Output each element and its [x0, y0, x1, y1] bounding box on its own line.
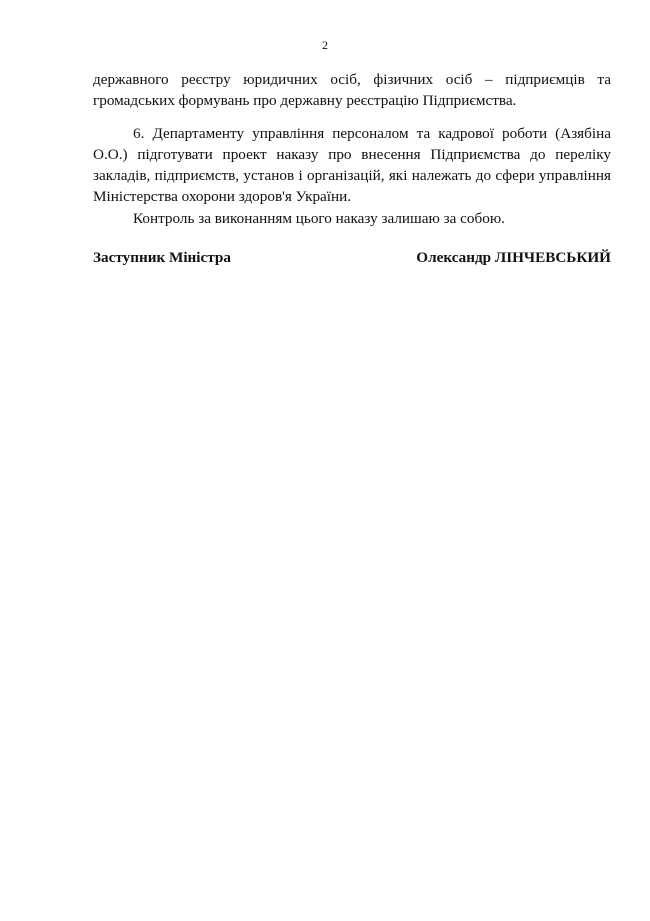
page-number: 2 — [322, 38, 328, 52]
paragraph-item-6: 6. Департаменту управління персоналом та кадрової роботи (Азябіна О.О.) підготувати проект наказу про внесення Підприємства до переліку закладів, підприємств, установ і організацій, які належать до сфери управління Міністерства охорони здоров'я України. — [93, 125, 611, 205]
signatory-title: Заступник Міністра — [93, 249, 231, 266]
paragraph-control: Контроль за виконанням цього наказу залишаю за собою. — [133, 210, 505, 227]
signatory-name: Олександр ЛІНЧЕВСЬКИЙ — [416, 249, 611, 266]
paragraph-registry: державного реєстру юридичних осіб, фізичних осіб – підприємців та громадських формувань про державну реєстрацію Підприємства. — [93, 71, 611, 109]
